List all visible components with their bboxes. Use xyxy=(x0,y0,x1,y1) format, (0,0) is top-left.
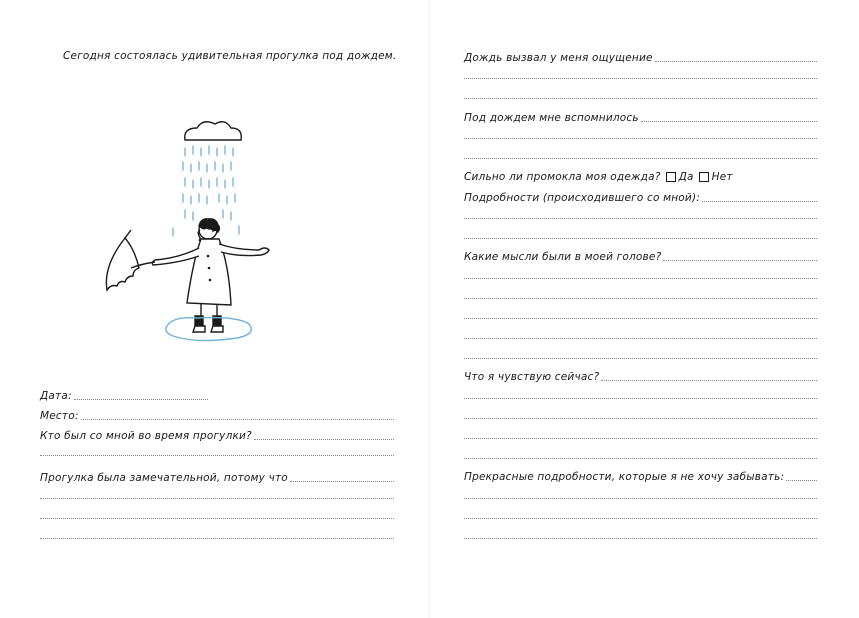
no-label: Нет xyxy=(711,171,733,183)
left-arm xyxy=(152,248,199,265)
cloud-icon xyxy=(185,122,242,140)
reason-dots xyxy=(290,480,394,482)
writing-line[interactable] xyxy=(464,358,817,359)
yes-checkbox[interactable] xyxy=(666,172,676,182)
writing-line[interactable] xyxy=(464,298,817,299)
q5-field[interactable] xyxy=(464,249,817,263)
reason-field[interactable] xyxy=(40,470,394,484)
writing-line[interactable] xyxy=(464,318,817,319)
date-label: Дата: xyxy=(40,390,72,402)
place-label: Место: xyxy=(40,410,79,422)
q3-label: Сильно ли промокла моя одежда? xyxy=(464,171,661,183)
umbrella-icon xyxy=(106,230,155,290)
q5-label: Какие мысли были в моей голове? xyxy=(464,251,662,263)
writing-line[interactable] xyxy=(464,278,817,279)
q2-label: Под дождем мне вспомнилось xyxy=(464,112,639,124)
writing-line[interactable] xyxy=(464,398,817,399)
wet-clothes-question xyxy=(464,170,733,184)
place-field[interactable] xyxy=(40,408,394,422)
writing-line[interactable] xyxy=(40,538,394,539)
person-in-rain-illustration xyxy=(95,118,295,358)
writing-line[interactable] xyxy=(464,138,817,139)
q2-field[interactable] xyxy=(464,110,817,124)
writing-line[interactable] xyxy=(464,98,817,99)
right-page xyxy=(430,0,859,618)
writing-line[interactable] xyxy=(40,498,394,499)
q6-field[interactable] xyxy=(464,369,817,383)
left-page xyxy=(0,0,429,618)
q6-label: Что я чувствую сейчас? xyxy=(464,371,600,383)
writing-line[interactable] xyxy=(464,418,817,419)
writing-line[interactable] xyxy=(464,458,817,459)
q7-dots xyxy=(786,479,817,481)
q6-dots xyxy=(601,379,817,381)
date-dots xyxy=(74,398,208,400)
reason-label: Прогулка была замечательной, потому что xyxy=(40,472,288,484)
q1-dots xyxy=(655,60,817,62)
yes-label: Да xyxy=(678,171,694,183)
writing-line[interactable] xyxy=(464,518,817,519)
companion-dots xyxy=(254,438,394,440)
q4-label: Подробности (происходившего со мной): xyxy=(464,192,700,204)
puddle-icon xyxy=(166,318,251,341)
writing-line[interactable] xyxy=(464,78,817,79)
date-field[interactable] xyxy=(40,388,208,402)
writing-line[interactable] xyxy=(464,498,817,499)
writing-line[interactable] xyxy=(464,438,817,439)
writing-line[interactable] xyxy=(464,338,817,339)
q5-dots xyxy=(663,259,817,261)
q7-label: Прекрасные подробности, которые я не хочу забывать: xyxy=(464,471,785,483)
companion-label: Кто был со мной во время прогулки? xyxy=(40,430,252,442)
right-arm xyxy=(219,244,269,256)
q7-field[interactable] xyxy=(464,469,817,483)
q4-field[interactable] xyxy=(464,190,817,204)
writing-line[interactable] xyxy=(464,218,817,219)
no-checkbox[interactable] xyxy=(699,172,709,182)
q1-label: Дождь вызвал у меня ощущение xyxy=(464,52,653,64)
place-dots xyxy=(81,418,394,420)
writing-line[interactable] xyxy=(464,538,817,539)
writing-line[interactable] xyxy=(464,158,817,159)
writing-line[interactable] xyxy=(40,518,394,519)
q1-field[interactable] xyxy=(464,50,817,64)
writing-line[interactable] xyxy=(464,238,817,239)
page-heading: Сегодня состоялась удивительная прогулка под дождем. xyxy=(63,50,397,62)
q2-dots xyxy=(641,120,817,122)
q4-dots xyxy=(702,200,817,202)
writing-line[interactable] xyxy=(40,455,394,456)
companion-field[interactable] xyxy=(40,428,394,442)
head xyxy=(198,219,219,241)
